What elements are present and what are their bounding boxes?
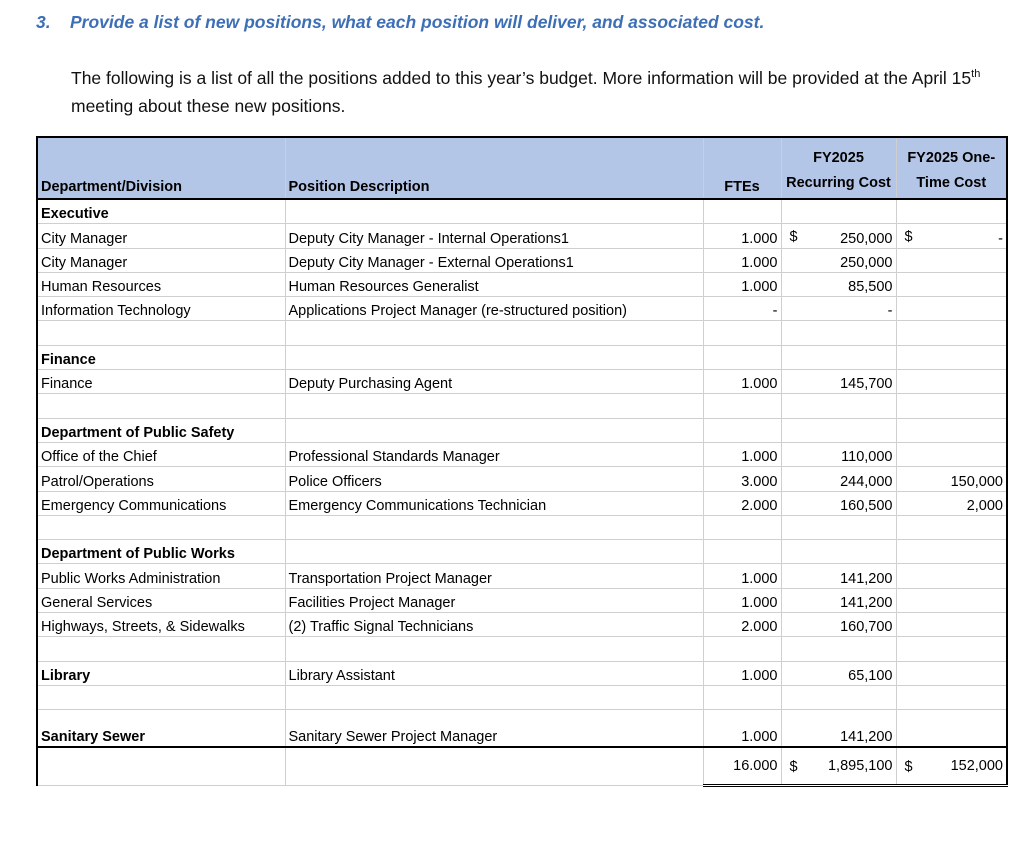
cell-department — [37, 637, 285, 661]
cell-recurring-cost — [781, 418, 896, 442]
cell-recurring-cost — [781, 442, 896, 466]
cell-department — [37, 394, 285, 418]
cell-department: City Manager — [37, 224, 285, 248]
cell-position — [285, 747, 703, 786]
header-department: Department/Division — [37, 137, 285, 199]
cell-ftes — [703, 321, 781, 345]
cell-onetime-cost — [896, 199, 1007, 224]
cell-onetime-cost — [896, 297, 1007, 321]
header-onetime-cost — [896, 137, 1007, 199]
cell-recurring-cost — [781, 224, 896, 248]
total-onetime-cost — [896, 747, 1007, 786]
cell-position — [285, 394, 703, 418]
cell-department: Finance — [37, 345, 285, 369]
cell-recurring-value: - — [887, 303, 893, 320]
table-row — [37, 394, 1007, 418]
cell-recurring-value: 85,500 — [848, 279, 893, 296]
cell-recurring-cost — [781, 321, 896, 345]
cell-ftes: - — [703, 297, 781, 321]
table-row — [37, 297, 1007, 321]
cell-department: Office of the Chief — [37, 442, 285, 466]
cell-recurring-cost — [781, 588, 896, 612]
cell-ftes: 1.000 — [703, 661, 781, 685]
cell-department — [37, 685, 285, 709]
cell-recurring-value: 250,000 — [840, 254, 893, 271]
cell-position — [285, 637, 703, 661]
cell-recurring-cost — [781, 272, 896, 296]
cell-onetime-cost — [896, 272, 1007, 296]
cell-recurring-cost — [781, 248, 896, 272]
table-header-row — [37, 137, 1007, 199]
cell-position: Facilities Project Manager — [285, 588, 703, 612]
cell-department: Department of Public Works — [37, 540, 285, 564]
cell-department: General Services — [37, 588, 285, 612]
cell-onetime-cost — [896, 564, 1007, 588]
header-recurring-cost — [781, 137, 896, 199]
cell-onetime-cost — [896, 637, 1007, 661]
currency-symbol: $ — [789, 228, 798, 245]
cell-position — [285, 540, 703, 564]
cell-position: Applications Project Manager (re-structured position) — [285, 297, 703, 321]
header-recurring-line2: Recurring Cost — [786, 175, 891, 191]
table-row — [37, 199, 1007, 224]
cell-recurring-cost — [781, 394, 896, 418]
cell-department: Emergency Communications — [37, 491, 285, 515]
cell-onetime-cost — [896, 661, 1007, 685]
header-position: Position Description — [285, 137, 703, 199]
table-row — [37, 710, 1007, 748]
cell-onetime-cost — [896, 248, 1007, 272]
cell-recurring-value: 141,200 — [840, 595, 893, 612]
cell-onetime-cost — [896, 467, 1007, 491]
cell-position — [285, 345, 703, 369]
cell-ftes: 1.000 — [703, 710, 781, 748]
cell-department: Highways, Streets, & Sidewalks — [37, 613, 285, 637]
cell-position: Deputy Purchasing Agent — [285, 370, 703, 394]
cell-position — [285, 418, 703, 442]
cell-ftes — [703, 345, 781, 369]
header-recurring-line1: FY2025 — [813, 150, 864, 166]
cell-onetime-cost — [896, 394, 1007, 418]
table-row — [37, 637, 1007, 661]
table-row — [37, 370, 1007, 394]
cell-position: Police Officers — [285, 467, 703, 491]
table-row — [37, 661, 1007, 685]
cell-recurring-cost — [781, 637, 896, 661]
cell-recurring-cost — [781, 685, 896, 709]
table-row — [37, 442, 1007, 466]
cell-recurring-cost — [781, 491, 896, 515]
positions-table — [36, 136, 1008, 787]
cell-department: Department of Public Safety — [37, 418, 285, 442]
cell-recurring-cost — [781, 564, 896, 588]
cell-ftes — [703, 685, 781, 709]
cell-position: Human Resources Generalist — [285, 272, 703, 296]
cell-ftes: 1.000 — [703, 248, 781, 272]
cell-onetime-cost — [896, 442, 1007, 466]
cell-position: Library Assistant — [285, 661, 703, 685]
cell-onetime-value: 2,000 — [966, 497, 1003, 514]
table-total-row — [37, 747, 1007, 786]
cell-onetime-value: 150,000 — [950, 473, 1003, 490]
cell-ftes: 1.000 — [703, 224, 781, 248]
cell-recurring-cost — [781, 515, 896, 539]
cell-position: Sanitary Sewer Project Manager — [285, 710, 703, 748]
cell-department: City Manager — [37, 248, 285, 272]
cell-recurring-cost — [781, 467, 896, 491]
cell-position: Deputy City Manager - Internal Operations1 — [285, 224, 703, 248]
table-row — [37, 418, 1007, 442]
cell-onetime-cost — [896, 613, 1007, 637]
cell-onetime-cost — [896, 491, 1007, 515]
cell-ftes — [703, 418, 781, 442]
cell-ftes — [703, 515, 781, 539]
table-row — [37, 564, 1007, 588]
total-recurring-cost — [781, 747, 896, 786]
cell-ftes — [703, 394, 781, 418]
table-row — [37, 613, 1007, 637]
cell-ftes — [703, 637, 781, 661]
table-row — [37, 491, 1007, 515]
cell-position: (2) Traffic Signal Technicians — [285, 613, 703, 637]
cell-recurring-value: 145,700 — [840, 376, 893, 393]
cell-position — [285, 321, 703, 345]
header-onetime-line1: FY2025 One- — [907, 150, 996, 166]
total-onetime-value: 152,000 — [950, 758, 1003, 775]
cell-recurring-cost — [781, 540, 896, 564]
cell-department: Finance — [37, 370, 285, 394]
header-ftes: FTEs — [703, 137, 781, 199]
table-row — [37, 345, 1007, 369]
cell-department: Patrol/Operations — [37, 467, 285, 491]
cell-onetime-cost — [896, 515, 1007, 539]
cell-ftes: 1.000 — [703, 564, 781, 588]
table-row — [37, 321, 1007, 345]
intro-text-end: meeting about these new positions. — [71, 96, 346, 116]
cell-recurring-value: 141,200 — [840, 729, 893, 746]
cell-onetime-cost — [896, 370, 1007, 394]
cell-ftes: 1.000 — [703, 588, 781, 612]
cell-department: Sanitary Sewer — [37, 710, 285, 748]
question-heading — [36, 12, 764, 33]
cell-ftes: 1.000 — [703, 370, 781, 394]
cell-onetime-cost — [896, 588, 1007, 612]
cell-ftes: 3.000 — [703, 467, 781, 491]
cell-recurring-cost — [781, 661, 896, 685]
cell-recurring-value: 141,200 — [840, 570, 893, 587]
cell-position — [285, 685, 703, 709]
table-row — [37, 685, 1007, 709]
cell-recurring-cost — [781, 297, 896, 321]
currency-symbol: $ — [904, 228, 913, 245]
cell-department: Executive — [37, 199, 285, 224]
header-onetime-line2: Time Cost — [916, 175, 987, 191]
cell-onetime-cost — [896, 685, 1007, 709]
cell-department — [37, 321, 285, 345]
cell-recurring-value: 244,000 — [840, 473, 893, 490]
cell-recurring-cost — [781, 710, 896, 748]
table-row — [37, 540, 1007, 564]
cell-department: Library — [37, 661, 285, 685]
intro-superscript: th — [971, 68, 981, 80]
cell-department — [37, 747, 285, 786]
intro-paragraph — [71, 64, 991, 120]
cell-position — [285, 515, 703, 539]
cell-ftes — [703, 540, 781, 564]
total-ftes: 16.000 — [703, 747, 781, 786]
question-text: Provide a list of new positions, what each position will deliver, and associated cost. — [70, 12, 765, 32]
currency-symbol: $ — [789, 759, 798, 776]
cell-ftes — [703, 199, 781, 224]
table-row — [37, 588, 1007, 612]
table-row — [37, 224, 1007, 248]
cell-department — [37, 515, 285, 539]
intro-text: The following is a list of all the positions added to this year’s budget. More information will be provided at the April 15 — [71, 68, 972, 88]
cell-recurring-cost — [781, 199, 896, 224]
table-row — [37, 515, 1007, 539]
cell-position: Emergency Communications Technician — [285, 491, 703, 515]
cell-position — [285, 199, 703, 224]
cell-onetime-value: - — [998, 230, 1003, 247]
cell-recurring-cost — [781, 345, 896, 369]
cell-department: Public Works Administration — [37, 564, 285, 588]
cell-ftes: 2.000 — [703, 613, 781, 637]
table-row — [37, 248, 1007, 272]
cell-position: Transportation Project Manager — [285, 564, 703, 588]
question-number: 3. — [36, 12, 51, 32]
cell-department: Human Resources — [37, 272, 285, 296]
currency-symbol: $ — [904, 759, 913, 776]
cell-recurring-value: 110,000 — [841, 449, 893, 466]
cell-recurring-cost — [781, 370, 896, 394]
table-row — [37, 272, 1007, 296]
cell-ftes: 1.000 — [703, 272, 781, 296]
cell-onetime-cost — [896, 710, 1007, 748]
cell-recurring-value: 160,500 — [840, 497, 893, 514]
cell-onetime-cost — [896, 224, 1007, 248]
cell-onetime-cost — [896, 540, 1007, 564]
cell-onetime-cost — [896, 321, 1007, 345]
cell-recurring-value: 160,700 — [840, 619, 893, 636]
cell-recurring-value: 65,100 — [848, 667, 893, 684]
cell-onetime-cost — [896, 418, 1007, 442]
cell-recurring-value: 250,000 — [840, 230, 893, 247]
cell-onetime-cost — [896, 345, 1007, 369]
total-recurring-value: 1,895,100 — [827, 758, 893, 775]
table-row — [37, 467, 1007, 491]
cell-department: Information Technology — [37, 297, 285, 321]
cell-ftes: 2.000 — [703, 491, 781, 515]
cell-ftes: 1.000 — [703, 442, 781, 466]
cell-recurring-cost — [781, 613, 896, 637]
cell-position: Professional Standards Manager — [285, 442, 703, 466]
cell-position: Deputy City Manager - External Operations1 — [285, 248, 703, 272]
